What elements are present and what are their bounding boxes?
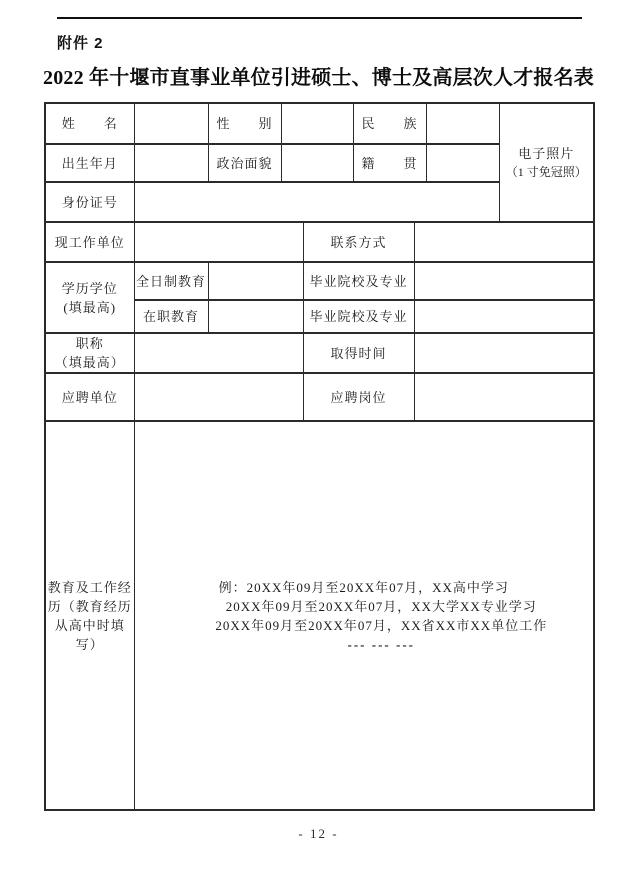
example-line: 20XX年09月至20XX年07月，XX省XX市XX单位工作 <box>215 617 548 633</box>
obtain-time-value <box>414 333 594 373</box>
table-row <box>45 421 594 810</box>
page-number: - 12 - <box>298 826 339 841</box>
table-row <box>45 373 594 421</box>
obtain-time-label: 取得时间 <box>303 333 414 373</box>
professional-title-line2: （填最高） <box>54 355 125 370</box>
photo-cell <box>499 103 594 222</box>
example-line: 20XX年09月至20XX年07月，XX大学XX专业学习 <box>225 598 537 614</box>
professional-title-line1: 职称 <box>75 336 104 351</box>
experience-label: 教育及工作经历（教育经历从高中时填写） <box>45 421 134 810</box>
employer-label: 现工作单位 <box>45 222 134 262</box>
graduation-school-label-2: 毕业院校及专业 <box>303 300 414 333</box>
document-title: 2022 年十堰市直事业单位引进硕士、博士及高层次人才报名表 <box>43 67 594 89</box>
table-row <box>45 262 594 300</box>
name-label: 姓 名 <box>45 103 134 144</box>
professional-title-value <box>134 333 303 373</box>
graduation-school-value-1 <box>414 262 594 300</box>
table-row <box>45 222 594 262</box>
gender-label: 性 别 <box>208 103 281 144</box>
applied-unit-value <box>134 373 303 421</box>
ethnicity-label: 民 族 <box>353 103 426 144</box>
example-line: 例：20XX年09月至20XX年07月，XX高中学习 <box>218 579 509 595</box>
applied-position-label: 应聘岗位 <box>303 373 414 421</box>
graduation-school-label-1: 毕业院校及专业 <box>303 262 414 300</box>
birth-date-value <box>134 144 208 182</box>
political-status-label: 政治面貌 <box>208 144 281 182</box>
employer-value <box>134 222 303 262</box>
education-degree-line1: 学历学位 <box>61 280 118 296</box>
contact-label: 联系方式 <box>303 222 414 262</box>
birth-date-label: 出生年月 <box>45 144 134 182</box>
id-number-value <box>134 182 499 222</box>
fulltime-education-value <box>208 262 303 300</box>
experience-example-cell <box>134 421 594 810</box>
example-line: --- --- --- <box>347 636 415 652</box>
native-place-value <box>426 144 499 182</box>
name-value <box>134 103 208 144</box>
table-row <box>45 103 594 144</box>
native-place-label: 籍 贯 <box>353 144 426 182</box>
table-row <box>45 333 594 373</box>
attachment-label: 附件 2 <box>57 35 104 52</box>
contact-value <box>414 222 594 262</box>
page-header-rule <box>57 17 582 19</box>
ethnicity-value <box>426 103 499 144</box>
education-degree-line2: (填最高) <box>63 299 117 315</box>
education-degree-label <box>45 262 134 333</box>
application-form-table <box>44 102 595 811</box>
inservice-education-value <box>208 300 303 333</box>
inservice-education-label: 在职教育 <box>134 300 208 333</box>
gender-value <box>281 103 353 144</box>
applied-unit-label: 应聘单位 <box>45 373 134 421</box>
graduation-school-value-2 <box>414 300 594 333</box>
professional-title-label <box>45 333 134 373</box>
photo-label-line1: 电子照片 <box>518 145 575 161</box>
applied-position-value <box>414 373 594 421</box>
photo-label-line2: （1 寸免冠照） <box>505 164 587 179</box>
political-status-value <box>281 144 353 182</box>
id-number-label: 身份证号 <box>45 182 134 222</box>
fulltime-education-label: 全日制教育 <box>134 262 208 300</box>
